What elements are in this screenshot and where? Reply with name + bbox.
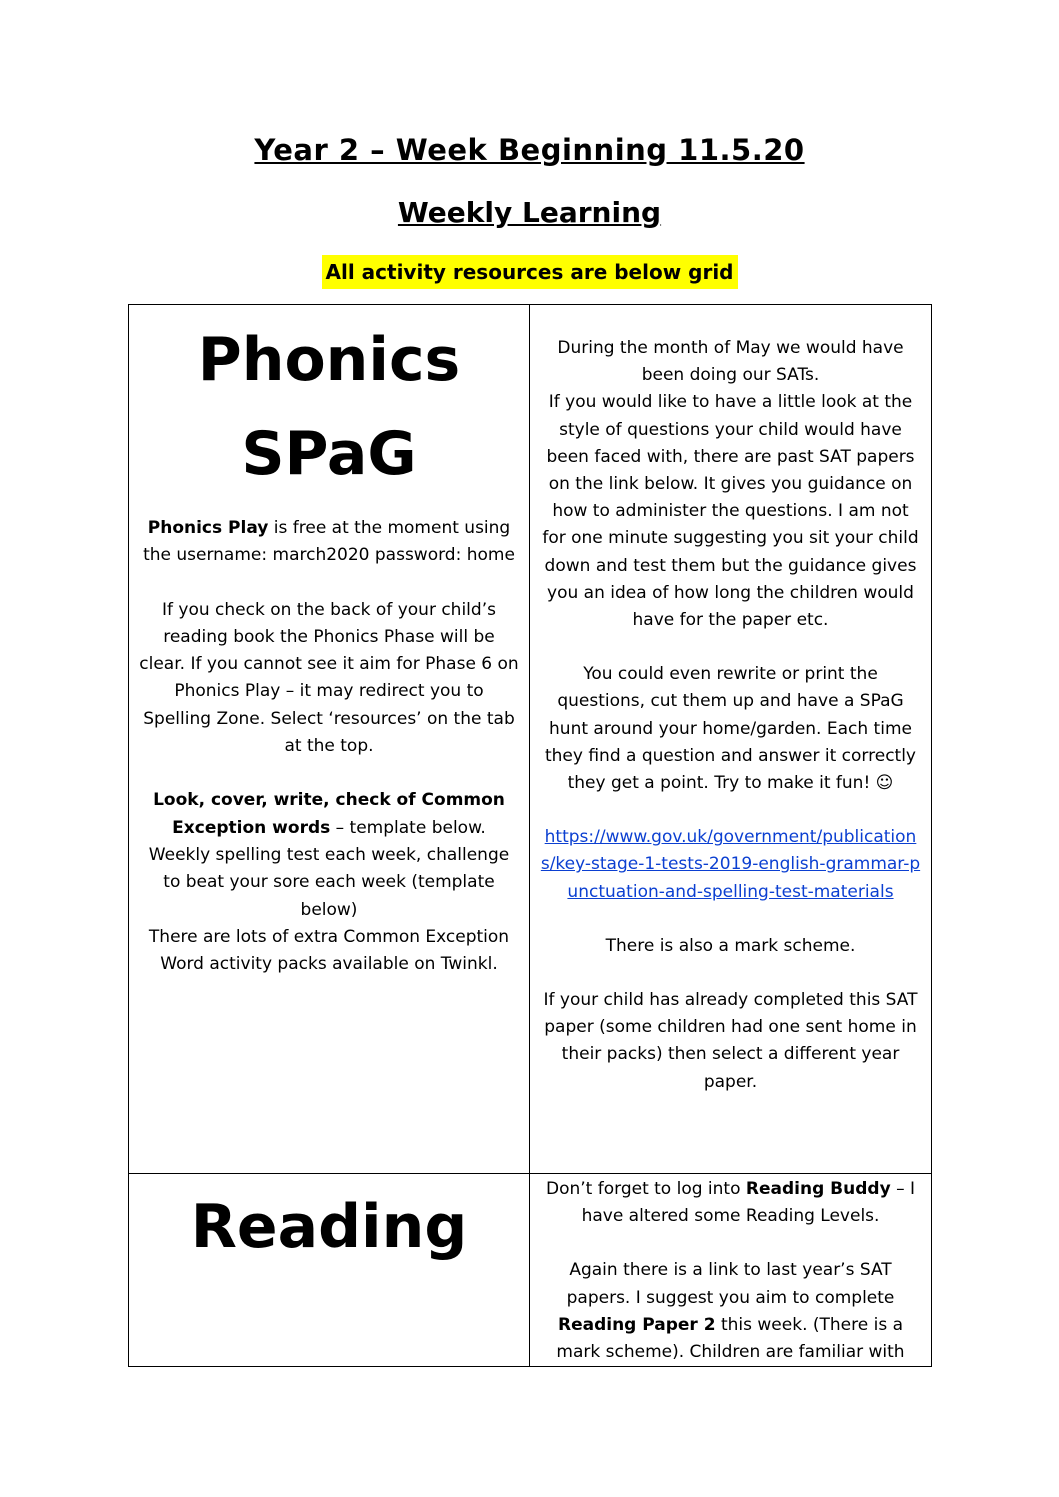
phonics-play-paragraph <box>139 515 519 570</box>
spag-heading: SPaG <box>241 419 417 489</box>
different-paper-paragraph: If your child has already completed this SAT paper (some children had one sent home in their packs) then select a different year paper. <box>543 990 918 1092</box>
phonics-play-details: is free at the moment using the username: march2020 password: home <box>143 518 515 566</box>
sats-info-cell <box>530 305 932 1174</box>
common-exception-label: Look, cover, write, check of Common Exception words <box>153 790 505 838</box>
common-exception-paragraph <box>139 787 519 842</box>
sats-intro-paragraph: During the month of May we would have been doing our SATs. <box>557 338 904 386</box>
reading-paper-post: this week. (There is a mark scheme). Children are familiar with <box>556 1314 905 1363</box>
phonics-phase-paragraph: If you check on the back of your child’s reading book the Phonics Phase will be clear. If you cannot see it aim for Phase 6 on Phonics Play – it may redirect you to Spelling Zone. Select ‘resources’ on the tab at the top. <box>139 599 519 757</box>
reading-heading-cell <box>129 1174 530 1367</box>
notice-container <box>0 255 1059 289</box>
common-exception-details: – template below. <box>330 817 486 838</box>
phonics-row <box>129 305 932 1174</box>
reading-text <box>530 1176 931 1366</box>
sats-text <box>530 335 931 1096</box>
sats-papers-link[interactable]: https://www.gov.uk/government/publications/key-stage-1-tests-2019-english-grammar-punctuation-and-spelling-test-materials <box>540 827 921 902</box>
reading-buddy-label: Reading Buddy <box>745 1179 891 1199</box>
spelling-test-paragraph: Weekly spelling test each week, challenge to beat your sore each week (template below) <box>148 844 510 920</box>
reading-row <box>129 1174 932 1367</box>
reading-buddy-paragraph <box>538 1176 923 1230</box>
reading-buddy-post: – I have altered some Reading Levels. <box>581 1179 915 1227</box>
twinkl-paragraph: There are lots of extra Common Exception Word activity packs available on Twinkl. <box>148 926 510 975</box>
spag-hunt-paragraph: You could even rewrite or print the questions, cut them up and have a SPaG hunt around your home/garden. Each time they find a question and answer it correctly they get a point. Try to make it fun! ☺ <box>544 664 916 794</box>
learning-grid <box>128 304 932 1367</box>
phonics-instructions <box>129 515 529 978</box>
page-title: Year 2 – Week Beginning 11.5.20 <box>254 133 805 167</box>
reading-buddy-pre: Don’t forget to log into <box>546 1179 746 1199</box>
reading-paper-label: Reading Paper 2 <box>557 1314 716 1335</box>
mark-scheme-paragraph: There is also a mark scheme. <box>605 935 856 956</box>
reading-info-cell <box>530 1174 932 1367</box>
reading-paper-paragraph <box>538 1257 923 1366</box>
reading-heading: Reading <box>190 1192 468 1262</box>
reading-paper-pre: Again there is a link to last year’s SAT papers. I suggest you aim to complete <box>566 1260 895 1308</box>
phonics-heading: Phonics <box>197 325 461 395</box>
page-subtitle: Weekly Learning <box>397 196 662 229</box>
sats-guidance-paragraph: If you would like to have a little look at the style of questions your child would have been faced with, there are past SAT papers on the link below. It gives you guidance on how to administer the questions. I am not for one minute suggesting you sit your child down and test them but the guidance gives you an idea of how long the children would have for the paper etc. <box>542 392 919 631</box>
phonics-play-label: Phonics Play <box>147 518 269 538</box>
highlighted-notice: All activity resources are below grid <box>322 255 738 289</box>
phonics-heading-cell <box>129 305 530 1174</box>
